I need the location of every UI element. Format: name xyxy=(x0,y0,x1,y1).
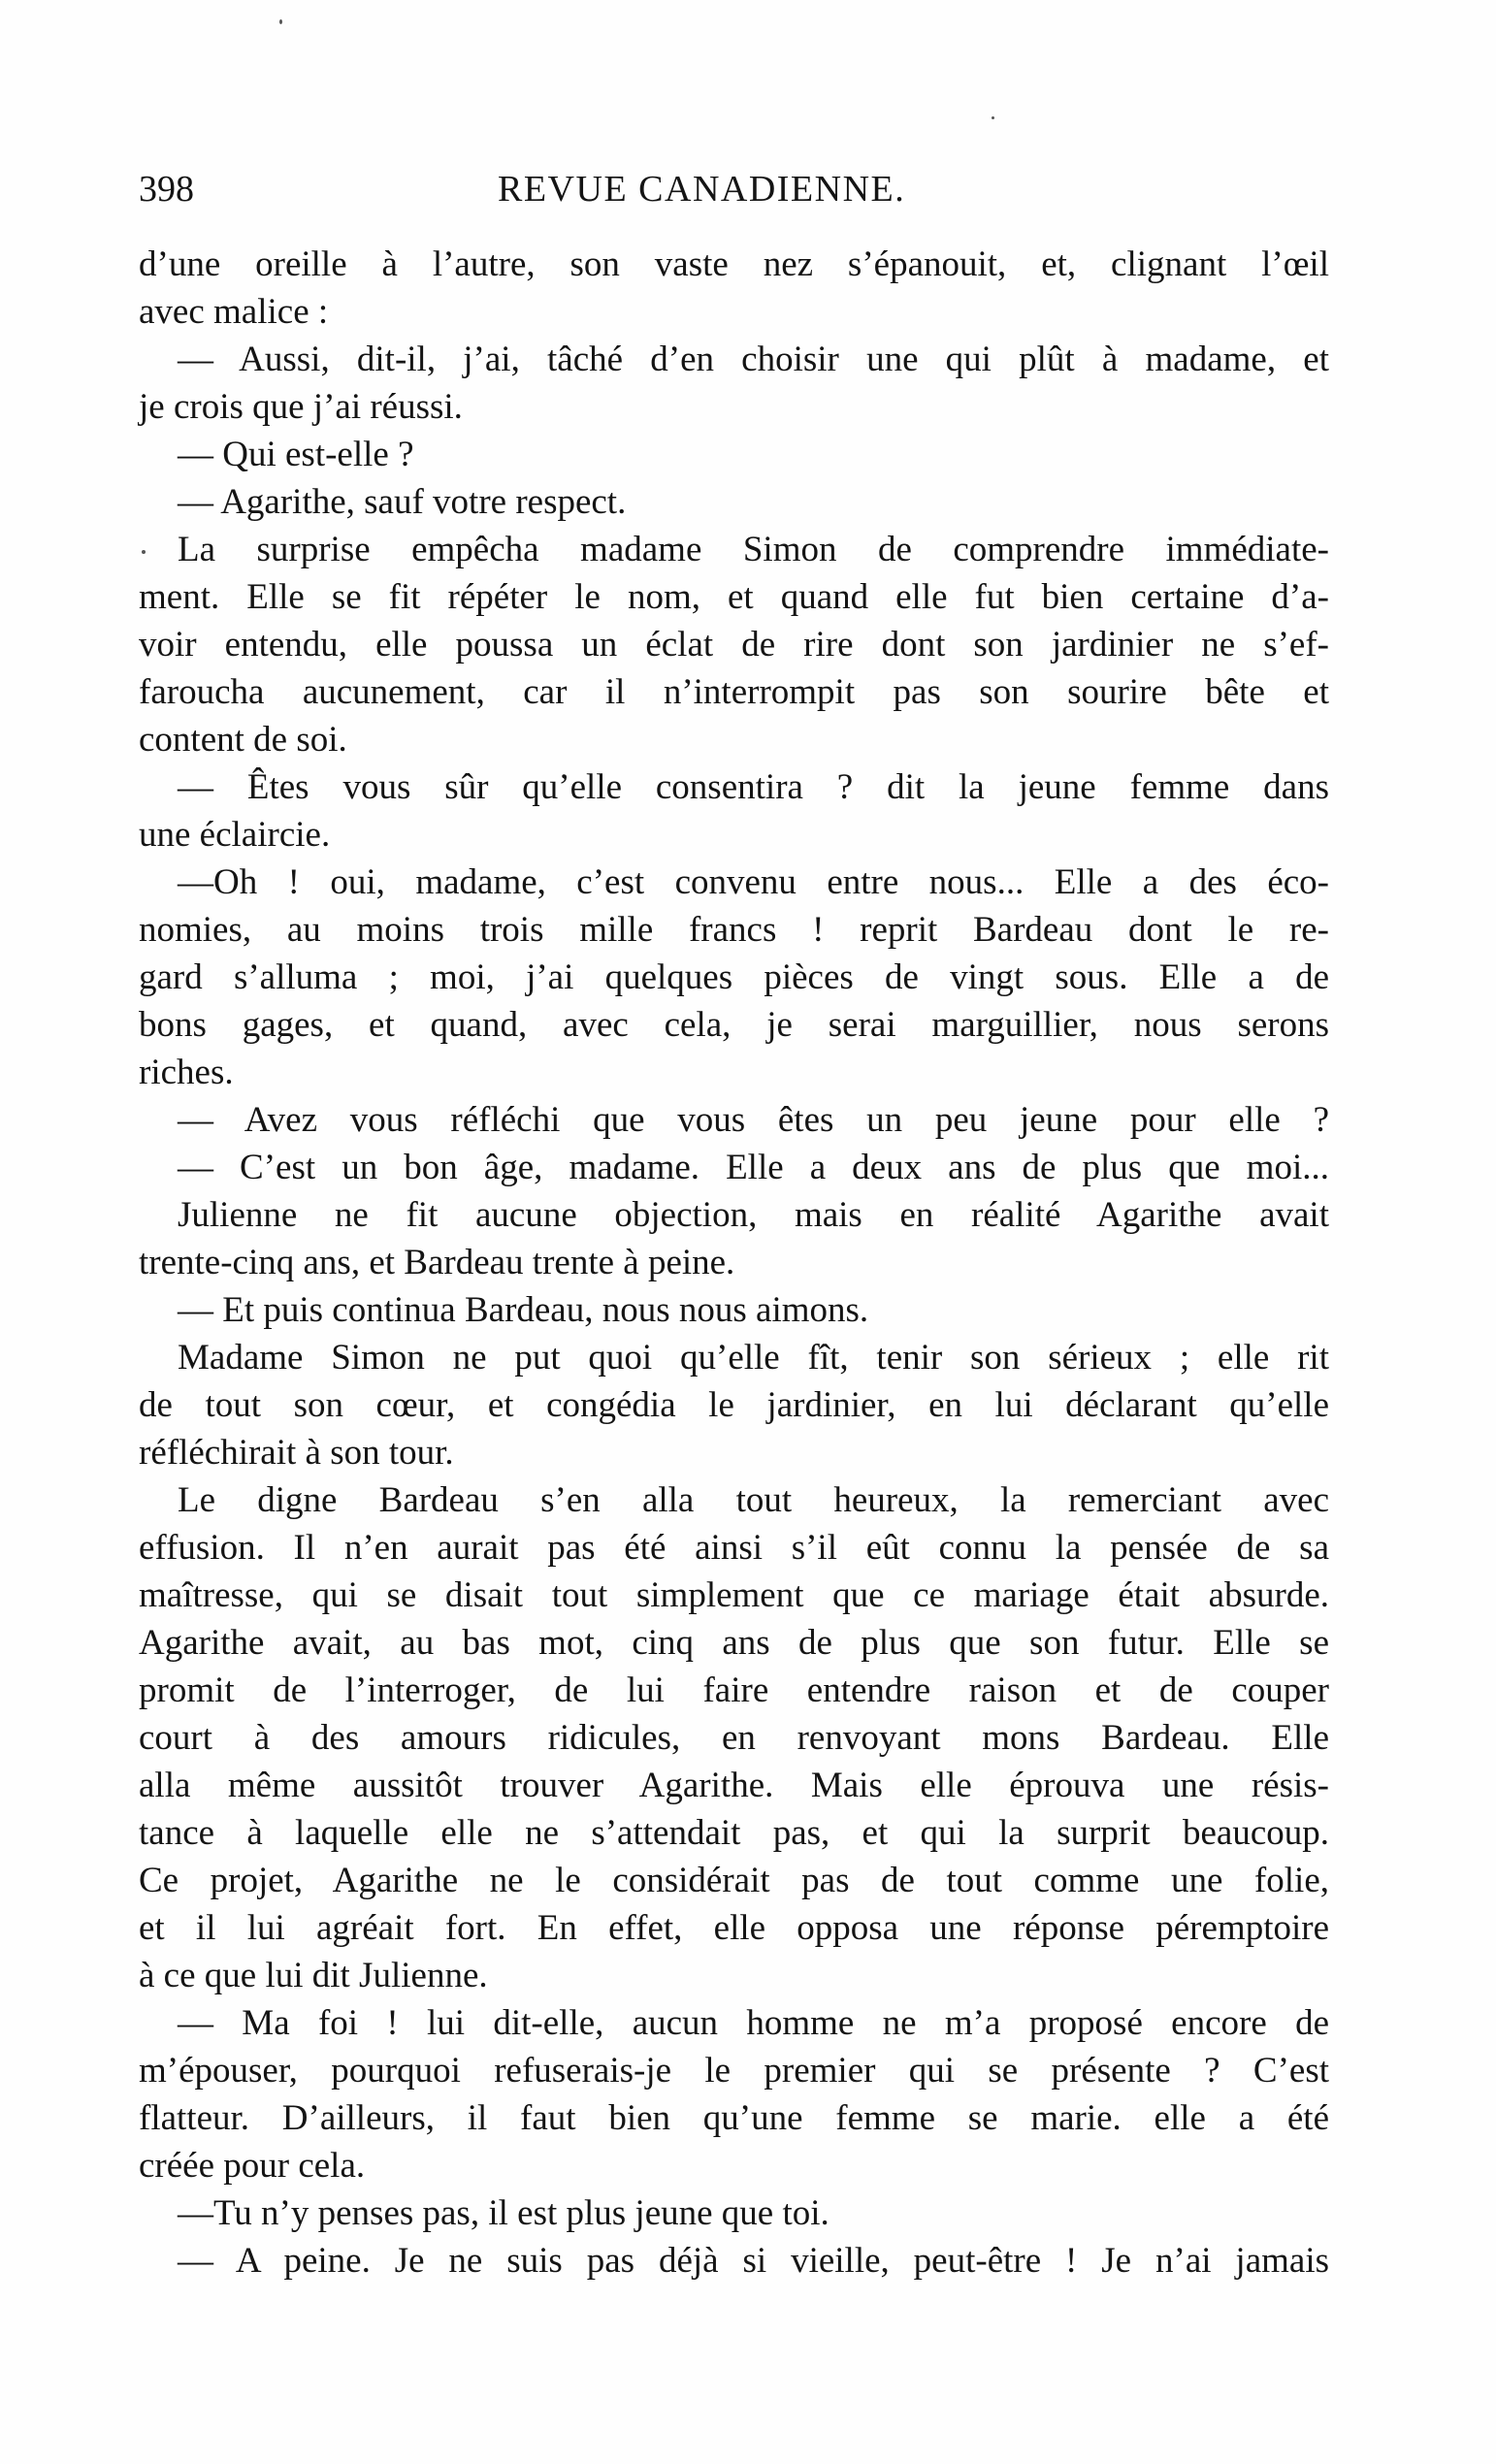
print-speck xyxy=(992,116,994,119)
text-line: flatteur. D’ailleurs, il faut bien qu’une femme se marie. elle a été xyxy=(139,2098,1329,2138)
text-line: alla même aussitôt trouver Agarithe. Mais elle éprouva une résis- xyxy=(139,1766,1329,1805)
print-speck xyxy=(142,550,146,554)
text-line: bons gages, et quand, avec cela, je serai marguillier, nous serons xyxy=(139,1005,1329,1045)
text-line: — Êtes vous sûr qu’elle consentira ? dit la jeune femme dans xyxy=(178,767,1329,807)
text-line: court à des amours ridicules, en renvoyant mons Bardeau. Elle xyxy=(139,1718,1329,1758)
text-line: une éclaircie. xyxy=(139,815,331,855)
text-line: de tout son cœur, et congédia le jardinier, en lui déclarant qu’elle xyxy=(139,1385,1329,1425)
text-line: m’épouser, pourquoi refuserais-je le premier qui se présente ? C’est xyxy=(139,2051,1329,2091)
running-title: REVUE CANADIENNE. xyxy=(498,169,906,210)
text-line: tance à laquelle elle ne s’attendait pas, et qui la surprit beaucoup. xyxy=(139,1813,1329,1853)
text-line: faroucha aucunement, car il n’interrompit pas son sourire bête et xyxy=(139,672,1329,712)
page-header xyxy=(139,165,1329,213)
text-line: à ce que lui dit Julienne. xyxy=(139,1956,488,1995)
text-line: Agarithe avait, au bas mot, cinq ans de plus que son futur. Elle se xyxy=(139,1623,1329,1663)
text-line: — Agarithe, sauf votre respect. xyxy=(178,482,627,522)
text-line: et il lui agréait fort. En effet, elle opposa une réponse péremptoire xyxy=(139,1908,1329,1948)
text-line: — C’est un bon âge, madame. Elle a deux ans de plus que moi... xyxy=(178,1148,1329,1187)
text-line: — A peine. Je ne suis pas déjà si vieille, peut-être ! Je n’ai jamais xyxy=(178,2241,1329,2281)
text-line: maîtresse, qui se disait tout simplement que ce mariage était absurde. xyxy=(139,1575,1329,1615)
text-line: — Aussi, dit-il, j’ai, tâché d’en choisir une qui plût à madame, et xyxy=(178,340,1329,379)
text-line: content de soi. xyxy=(139,720,347,760)
text-line: nomies, au moins trois mille francs ! reprit Bardeau dont le re- xyxy=(139,910,1329,950)
text-line: —Oh ! oui, madame, c’est convenu entre nous... Elle a des éco- xyxy=(178,862,1329,902)
body-text xyxy=(139,241,1329,2285)
text-line: —Tu n’y penses pas, il est plus jeune que toi. xyxy=(178,2193,829,2233)
text-line: riches. xyxy=(139,1053,234,1092)
text-line: voir entendu, elle poussa un éclat de rire dont son jardinier ne s’ef- xyxy=(139,625,1329,665)
text-line: promit de l’interroger, de lui faire entendre raison et de couper xyxy=(139,1670,1329,1710)
text-line: Julienne ne fit aucune objection, mais en réalité Agarithe avait xyxy=(178,1195,1329,1235)
text-line: réfléchirait à son tour. xyxy=(139,1433,454,1473)
text-line: ment. Elle se fit répéter le nom, et quand elle fut bien certaine d’a- xyxy=(139,577,1329,617)
text-line: créée pour cela. xyxy=(139,2146,366,2186)
text-line: Le digne Bardeau s’en alla tout heureux, la remerciant avec xyxy=(178,1480,1329,1520)
text-line: Madame Simon ne put quoi qu’elle fît, tenir son sérieux ; elle rit xyxy=(178,1338,1329,1378)
text-line: Ce projet, Agarithe ne le considérait pas de tout comme une folie, xyxy=(139,1861,1329,1900)
text-line: d’une oreille à l’autre, son vaste nez s’épanouit, et, clignant l’œil xyxy=(139,244,1329,284)
text-line: avec malice : xyxy=(139,292,329,332)
text-line: La surprise empêcha madame Simon de comprendre immédiate- xyxy=(178,530,1329,569)
text-line: — Ma foi ! lui dit-elle, aucun homme ne m’a proposé encore de xyxy=(178,2003,1329,2043)
text-line: effusion. Il n’en aurait pas été ainsi s’il eût connu la pensée de sa xyxy=(139,1528,1329,1568)
text-line: — Avez vous réfléchi que vous êtes un peu jeune pour elle ? xyxy=(178,1100,1329,1140)
text-line: — Et puis continua Bardeau, nous nous aimons. xyxy=(178,1290,869,1330)
text-line: — Qui est-elle ? xyxy=(178,435,414,474)
text-line: trente-cinq ans, et Bardeau trente à peine. xyxy=(139,1243,735,1282)
text-line: gard s’alluma ; moi, j’ai quelques pièces de vingt sous. Elle a de xyxy=(139,957,1329,997)
print-speck xyxy=(279,19,282,24)
page-number: 398 xyxy=(139,169,194,210)
text-line: je crois que j’ai réussi. xyxy=(139,387,463,427)
